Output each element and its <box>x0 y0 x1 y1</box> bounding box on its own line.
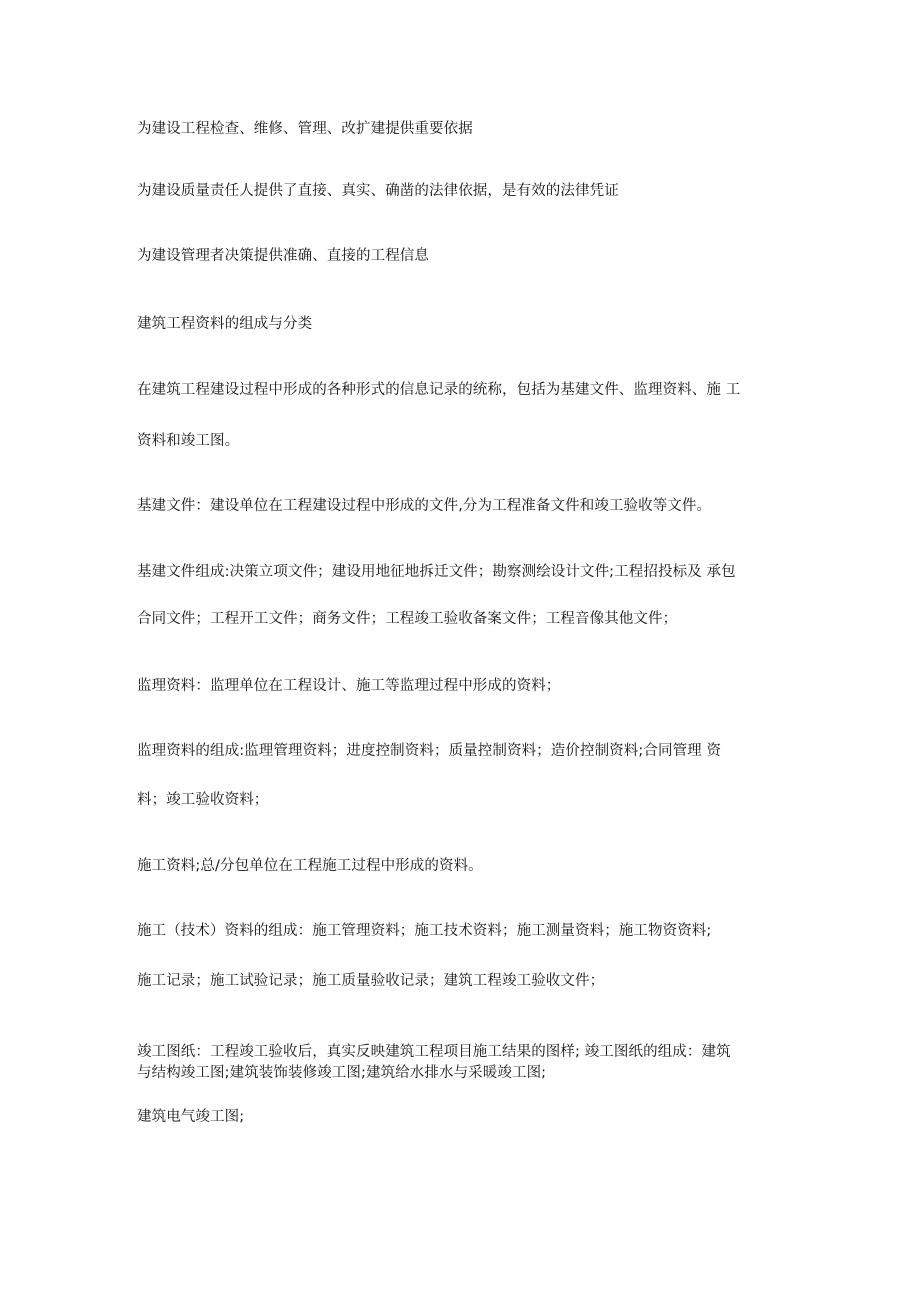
text-line: 监理资料：监理单位在工程设计、施工等监理过程中形成的资料； <box>137 678 561 694</box>
text-line: 与结构竣工图;建筑装饰装修竣工图;建筑给水排水与采暖竣工图; <box>137 1065 547 1081</box>
section-heading: 建筑工程资料的组成与分类 <box>137 316 313 332</box>
text-line: 为建设质量责任人提供了直接、真实、确凿的法律依据，是有效的法律凭证 <box>137 183 619 199</box>
text-line: 建筑电气竣工图; <box>137 1109 245 1125</box>
text-line: 在建筑工程建设过程中形成的各种形式的信息记录的统称，包括为基建文件、监理资料、施 工 <box>137 382 741 398</box>
text-line: 施工资料;总/分包单位在工程施工过程中形成的资料。 <box>137 858 483 874</box>
text-line: 基建文件组成:决策立项文件；建设用地征地拆迁文件；勘察测绘设计文件;工程招投标及 承包 <box>137 564 736 580</box>
text-line: 为建设工程检查、维修、管理、改扩建提供重要依据 <box>137 121 473 137</box>
text-line: 为建设管理者决策提供准确、直接的工程信息 <box>137 248 429 264</box>
text-line: 监理资料的组成:监理管理资料；进度控制资料；质量控制资料；造价控制资料;合同管理 资 <box>137 743 722 759</box>
text-line: 竣工图纸：工程竣工验收后，真实反映建筑工程项目施工结果的图样; 竣工图纸的组成：建筑 <box>137 1044 731 1060</box>
text-line: 料；竣工验收资料； <box>137 792 269 808</box>
text-line: 基建文件：建设单位在工程建设过程中形成的文件,分为工程准备文件和竣工验收等文件。 <box>137 498 712 514</box>
text-line: 资料和竣工图。 <box>137 433 240 449</box>
text-line: 施工（技术）资料的组成：施工管理资料；施工技术资料；施工测量资料；施工物资资料; <box>137 923 712 939</box>
text-line: 合同文件；工程开工文件；商务文件；工程竣工验收备案文件；工程音像其他文件； <box>137 611 678 627</box>
text-line: 施工记录；施工试验记录；施工质量验收记录；建筑工程竣工验收文件； <box>137 973 605 989</box>
